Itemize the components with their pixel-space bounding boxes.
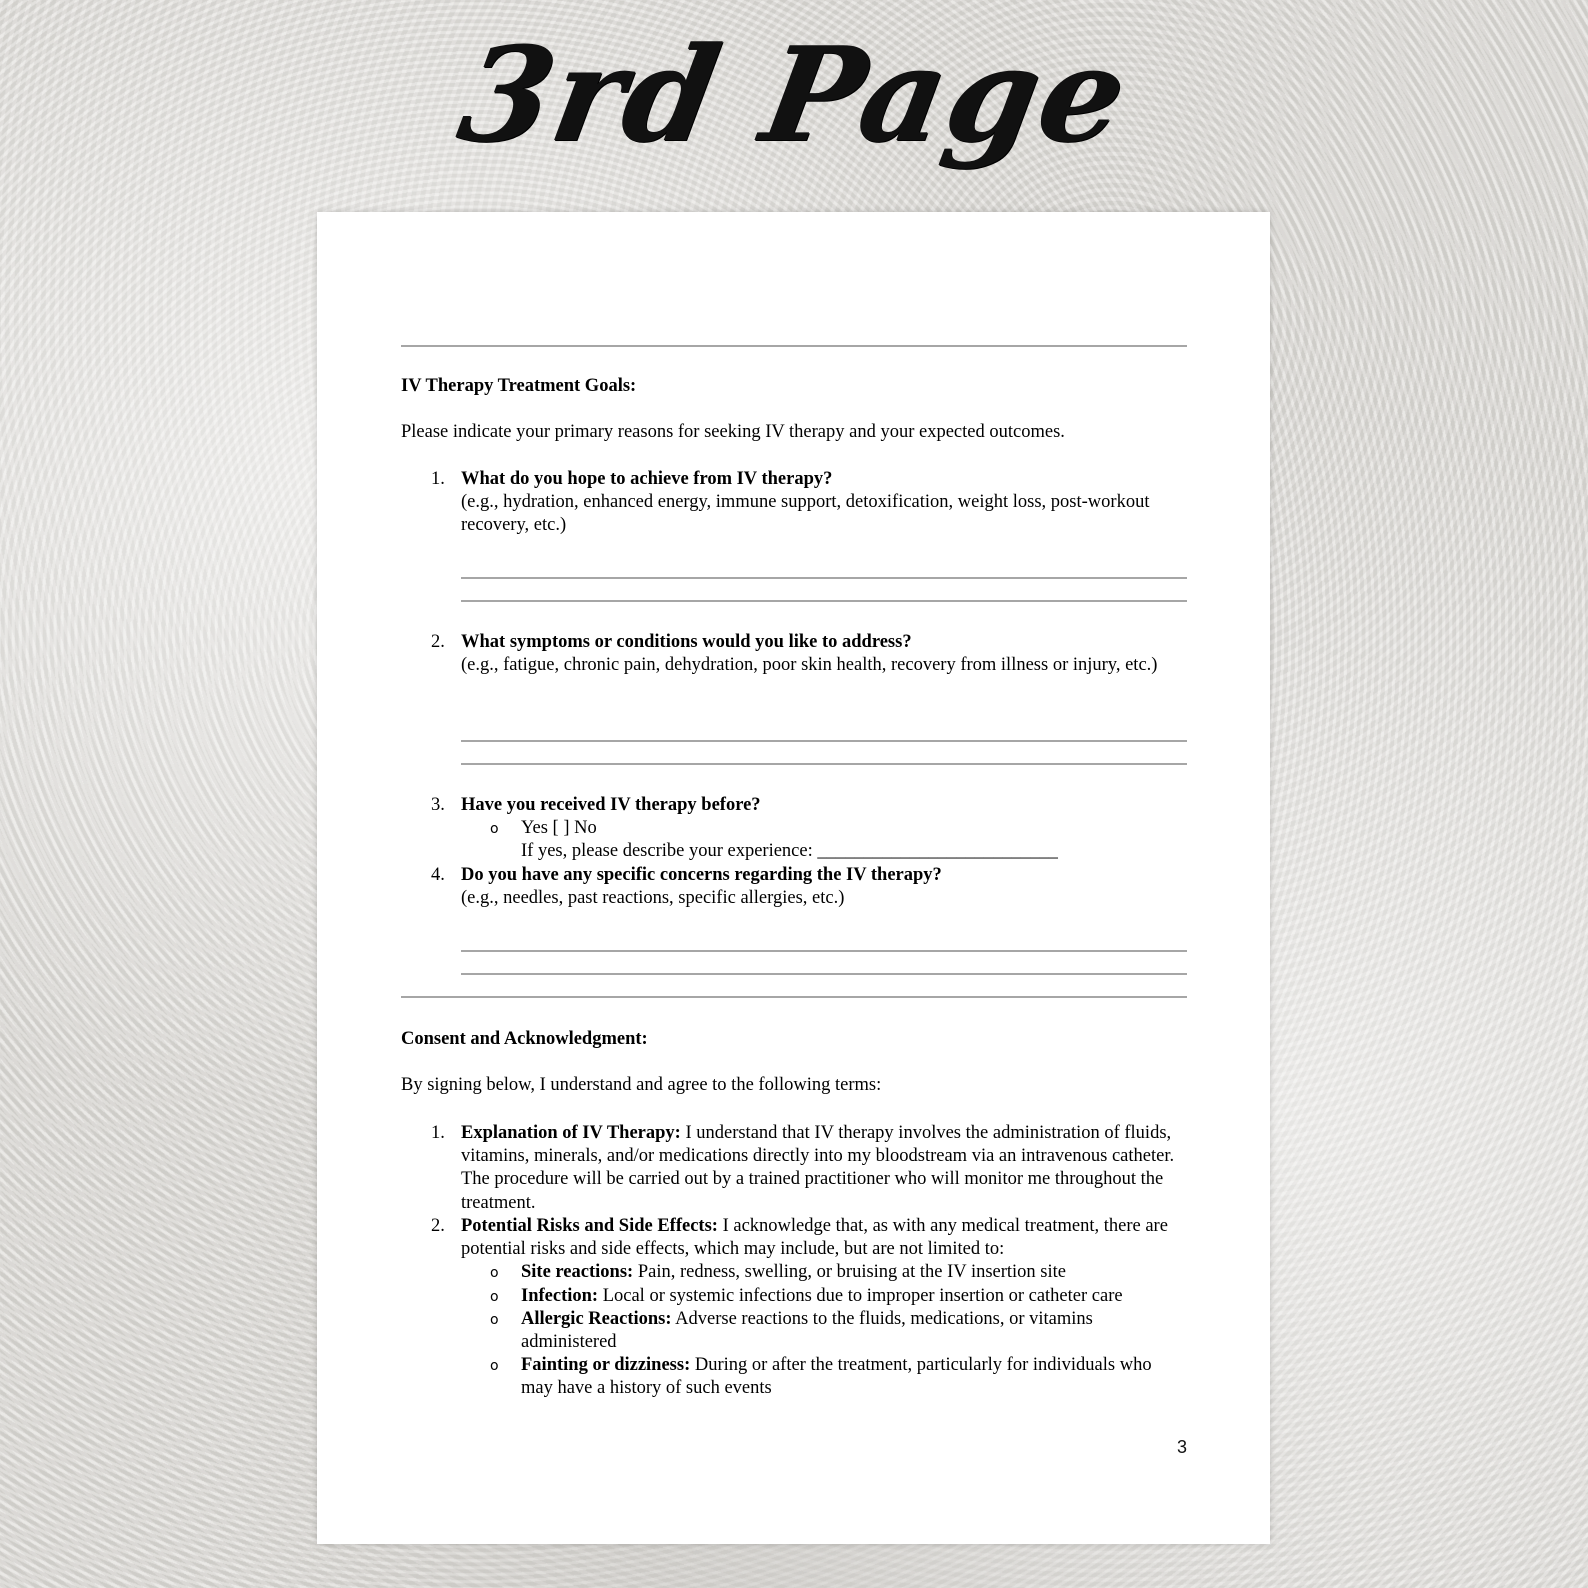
question-hint: (e.g., fatigue, chronic pain, dehydration, poor skin health, recovery from illness or injury, etc.) bbox=[461, 655, 1158, 676]
risk-text: Adverse reactions to the fluids, medications, or vitamins administered bbox=[521, 1308, 1093, 1353]
risk-item bbox=[461, 1261, 1187, 1284]
answer-line[interactable] bbox=[461, 763, 1187, 765]
bullet-icon: o bbox=[490, 1265, 499, 1282]
bullet-icon: o bbox=[490, 1358, 499, 1375]
question-hint: (e.g., hydration, enhanced energy, immune support, detoxification, weight loss, post-workout recovery, etc.) bbox=[461, 492, 1150, 536]
risk-item bbox=[461, 1354, 1187, 1400]
term-label: Potential Risks and Side Effects: bbox=[461, 1216, 718, 1236]
document-page bbox=[317, 212, 1270, 1544]
question-text: What do you hope to achieve from IV therapy? bbox=[461, 469, 833, 489]
section-heading-consent: Consent and Acknowledgment: bbox=[401, 1029, 648, 1049]
page-number: 3 bbox=[1177, 1437, 1188, 1457]
answer-line[interactable] bbox=[461, 577, 1187, 579]
experience-field[interactable]: If yes, please describe your experience: __________________________ bbox=[521, 841, 1058, 862]
term-text: I understand that IV therapy involves the administration of fluids, vitamins, minerals, and/or medications directly into my bloodstream via an intravenous catheter. The procedure will be carried out by a trained practitioner who will monitor me throughout the treatment. bbox=[461, 1123, 1175, 1213]
risk-item bbox=[461, 1308, 1187, 1354]
risk-text: During or after the treatment, particularly for individuals who may have a history of such events bbox=[521, 1355, 1152, 1399]
list-number: 3. bbox=[431, 795, 445, 815]
divider bbox=[401, 996, 1187, 998]
section-intro: Please indicate your primary reasons for seeking IV therapy and your expected outcomes. bbox=[401, 422, 1065, 442]
yes-no-options[interactable]: Yes [ ] No bbox=[521, 818, 597, 839]
list-number: 2. bbox=[431, 632, 445, 652]
question-hint: (e.g., needles, past reactions, specific allergies, etc.) bbox=[461, 888, 845, 909]
answer-line[interactable] bbox=[461, 973, 1187, 975]
term-label: Explanation of IV Therapy: bbox=[461, 1123, 681, 1143]
question-text: Do you have any specific concerns regarding the IV therapy? bbox=[461, 865, 942, 885]
term-text: I acknowledge that, as with any medical treatment, there are potential risks and side effects, which may include, but are not limited to: bbox=[461, 1216, 1168, 1260]
risk-label: Site reactions: bbox=[521, 1262, 634, 1283]
section-heading-treatment-goals: IV Therapy Treatment Goals: bbox=[401, 376, 637, 396]
answer-line[interactable] bbox=[461, 740, 1187, 742]
page-banner-title: 3rd Page bbox=[448, 18, 1140, 171]
answer-line[interactable] bbox=[461, 950, 1187, 952]
list-number: 1. bbox=[431, 469, 445, 489]
risk-label: Fainting or dizziness: bbox=[521, 1355, 691, 1376]
question-text: What symptoms or conditions would you like to address? bbox=[461, 632, 912, 652]
list-number: 1. bbox=[431, 1123, 445, 1143]
bullet-icon: o bbox=[490, 1288, 499, 1305]
list-number: 4. bbox=[431, 865, 445, 885]
bullet-icon: o bbox=[490, 1311, 499, 1328]
bullet-icon: o bbox=[490, 821, 499, 838]
risk-text: Pain, redness, swelling, or bruising at the IV insertion site bbox=[633, 1262, 1066, 1283]
section-intro: By signing below, I understand and agree to the following terms: bbox=[401, 1075, 882, 1095]
risk-label: Allergic Reactions: bbox=[521, 1308, 672, 1329]
divider bbox=[401, 345, 1187, 347]
risk-text: Local or systemic infections due to improper insertion or catheter care bbox=[598, 1285, 1123, 1306]
list-number: 2. bbox=[431, 1216, 445, 1236]
risk-label: Infection: bbox=[521, 1285, 599, 1306]
answer-line[interactable] bbox=[461, 600, 1187, 602]
risk-item bbox=[461, 1285, 1187, 1308]
question-text: Have you received IV therapy before? bbox=[461, 795, 761, 815]
